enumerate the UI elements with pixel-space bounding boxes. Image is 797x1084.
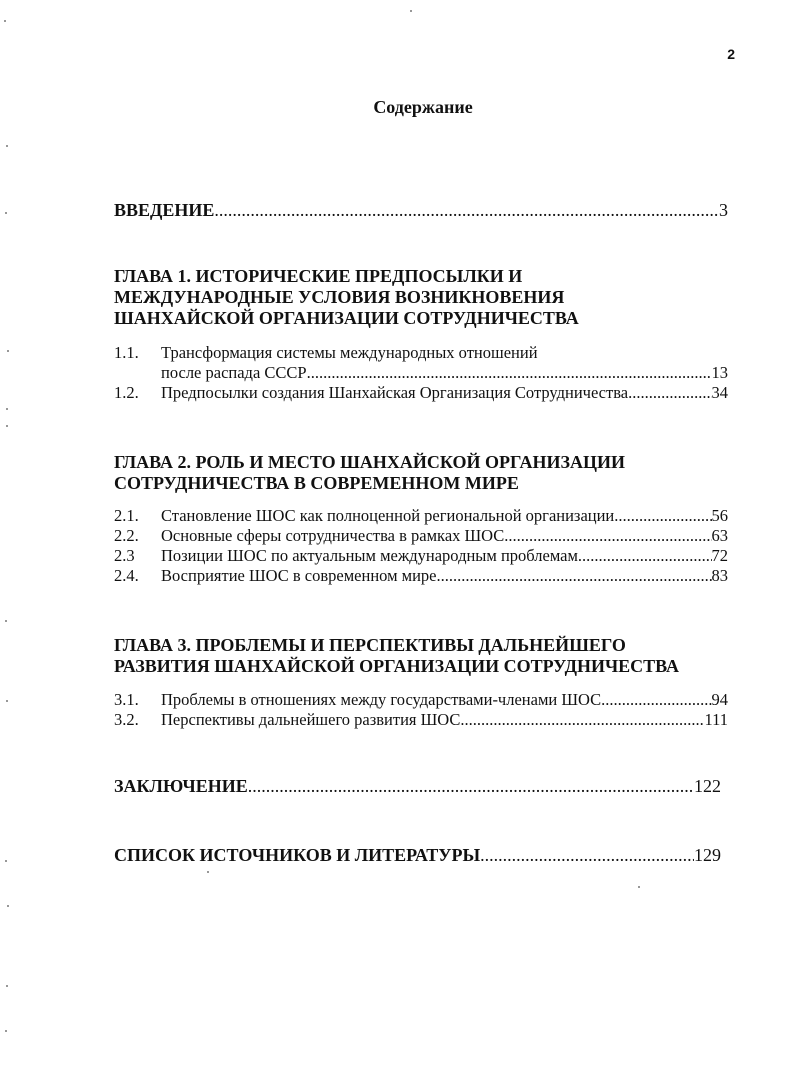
section-title: Трансформация системы международных отношений bbox=[161, 343, 538, 362]
chapter-2-sections bbox=[114, 506, 728, 586]
chapter-2-heading[interactable] bbox=[114, 452, 728, 494]
toc-intro-page: 3 bbox=[719, 200, 728, 220]
section-title: Позиции ШОС по актуальным международным проблемам bbox=[161, 546, 578, 565]
chapter-2-line: ГЛАВА 2. РОЛЬ И МЕСТО ШАНХАЙСКОЙ ОРГАНИЗАЦИИ bbox=[114, 452, 625, 472]
toc-conclusion-label: ЗАКЛЮЧЕНИЕ bbox=[114, 776, 248, 796]
section-title: Предпосылки создания Шанхайская Организация Сотрудничества bbox=[161, 383, 629, 402]
dot-leader bbox=[248, 776, 694, 797]
section-title: Основные сферы сотрудничества в рамках ШОС bbox=[161, 526, 505, 545]
dot-leader bbox=[628, 383, 711, 403]
page-number: 2 bbox=[727, 46, 735, 62]
dot-leader bbox=[480, 845, 694, 866]
section-page: 111 bbox=[704, 710, 728, 729]
toc-section-2-3[interactable] bbox=[114, 546, 728, 566]
chapter-3-heading[interactable] bbox=[114, 635, 728, 677]
toc-section-3-2[interactable] bbox=[114, 710, 728, 730]
chapter-1-line: ШАНХАЙСКОЙ ОРГАНИЗАЦИИ СОТРУДНИЧЕСТВА bbox=[114, 308, 579, 328]
toc-entry-intro[interactable] bbox=[114, 200, 728, 221]
section-number: 3.1. bbox=[114, 690, 139, 709]
toc-section-2-4[interactable] bbox=[114, 566, 728, 586]
dot-leader bbox=[307, 363, 712, 383]
toc-entry-conclusion[interactable] bbox=[114, 776, 721, 797]
toc-section-2-1[interactable] bbox=[114, 506, 728, 526]
section-title: Восприятие ШОС в современном мире bbox=[161, 566, 437, 585]
dot-leader bbox=[601, 690, 711, 710]
dot-leader bbox=[460, 710, 704, 730]
toc-section-2-2[interactable] bbox=[114, 526, 728, 546]
section-number: 2.3 bbox=[114, 546, 135, 565]
section-number: 1.2. bbox=[114, 383, 139, 402]
chapter-1-line: МЕЖДУНАРОДНЫЕ УСЛОВИЯ ВОЗНИКНОВЕНИЯ bbox=[114, 287, 565, 307]
section-page: 72 bbox=[711, 546, 728, 565]
dot-leader bbox=[614, 506, 711, 526]
toc-intro-label: ВВЕДЕНИЕ bbox=[114, 200, 215, 220]
toc-bibliography-label: СПИСОК ИСТОЧНИКОВ И ЛИТЕРАТУРЫ bbox=[114, 845, 481, 865]
section-title: Перспективы дальнейшего развития ШОС bbox=[161, 710, 461, 729]
dot-leader bbox=[504, 526, 711, 546]
chapter-3-line: ГЛАВА 3. ПРОБЛЕМЫ И ПЕРСПЕКТИВЫ ДАЛЬНЕЙШЕГО bbox=[114, 635, 626, 655]
section-page: 63 bbox=[711, 526, 728, 545]
chapter-1-sections bbox=[114, 343, 728, 403]
toc-conclusion-page: 122 bbox=[694, 776, 721, 796]
toc-section-3-1[interactable] bbox=[114, 690, 728, 710]
section-page: 94 bbox=[711, 690, 728, 709]
chapter-3-line: РАЗВИТИЯ ШАНХАЙСКОЙ ОРГАНИЗАЦИИ СОТРУДНИЧЕСТВА bbox=[114, 656, 680, 676]
section-number: 2.1. bbox=[114, 506, 139, 525]
section-title: Становление ШОС как полноценной региональной организации bbox=[161, 506, 615, 525]
toc-section-1-2[interactable] bbox=[114, 383, 728, 403]
toc-section-1-1[interactable] bbox=[114, 343, 728, 363]
chapter-2-line: СОТРУДНИЧЕСТВА В СОВРЕМЕННОМ МИРЕ bbox=[114, 473, 519, 493]
dot-leader bbox=[578, 546, 712, 566]
section-title-continued: после распада СССР bbox=[161, 363, 307, 382]
section-number: 3.2. bbox=[114, 710, 139, 729]
section-number: 1.1. bbox=[114, 343, 139, 362]
chapter-1-heading[interactable] bbox=[114, 266, 728, 329]
section-page: 34 bbox=[711, 383, 728, 402]
chapter-3-sections bbox=[114, 690, 728, 730]
toc-entry-bibliography[interactable] bbox=[114, 845, 721, 866]
section-page: 13 bbox=[711, 363, 728, 382]
section-page: 56 bbox=[711, 506, 728, 525]
section-number: 2.2. bbox=[114, 526, 139, 545]
dot-leader bbox=[214, 200, 719, 221]
section-page: 83 bbox=[711, 566, 728, 585]
toc-section-1-1-continued[interactable] bbox=[114, 363, 728, 383]
dot-leader bbox=[437, 566, 712, 586]
chapter-1-line: ГЛАВА 1. ИСТОРИЧЕСКИЕ ПРЕДПОСЫЛКИ И bbox=[114, 266, 523, 286]
section-number: 2.4. bbox=[114, 566, 139, 585]
toc-bibliography-page: 129 bbox=[694, 845, 721, 865]
section-title: Проблемы в отношениях между государствами-членами ШОС bbox=[161, 690, 602, 709]
page-title: Содержание bbox=[373, 97, 473, 117]
